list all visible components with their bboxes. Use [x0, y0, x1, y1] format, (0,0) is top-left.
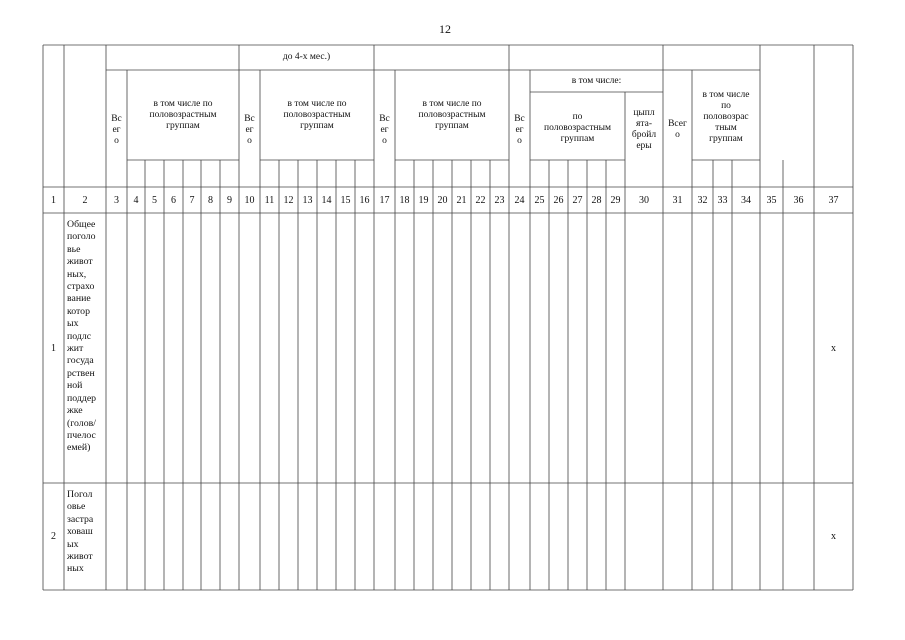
header-group-18-23: в том числе по половозрастным группам	[418, 98, 486, 131]
column-number: 13	[302, 194, 313, 206]
column-number: 2	[82, 194, 88, 206]
header-vsego-10: Вс ег о	[244, 113, 255, 146]
header-v-tom-chisle: в том числе:	[571, 75, 622, 86]
column-number: 33	[717, 194, 728, 206]
column-number: 31	[672, 194, 683, 206]
row-col37-value: х	[831, 342, 836, 354]
row-number: 1	[51, 342, 56, 354]
header-vsego-3: Вс ег о	[111, 113, 122, 146]
column-number: 28	[591, 194, 602, 206]
column-number: 37	[828, 194, 839, 206]
column-number: 16	[359, 194, 370, 206]
header-group-32-34: в том числе по половозрас тным группам	[702, 89, 750, 144]
column-number: 8	[208, 194, 213, 206]
column-number: 21	[456, 194, 467, 206]
column-number: 17	[379, 194, 390, 206]
header-vsego-17: Вс ег о	[379, 113, 390, 146]
column-number: 23	[494, 194, 505, 206]
column-number: 27	[572, 194, 583, 206]
column-number: 26	[553, 194, 564, 206]
column-number: 18	[399, 194, 410, 206]
column-number: 12	[283, 194, 294, 206]
column-number: 20	[437, 194, 448, 206]
header-po-polovozrastnym: по половозрастным группам	[544, 111, 611, 144]
column-number: 3	[114, 194, 119, 206]
column-number: 4	[133, 194, 139, 206]
header-vsego-31: Всег о	[668, 119, 687, 140]
row-number: 2	[51, 531, 56, 542]
column-number: 15	[340, 194, 351, 206]
column-number: 34	[741, 194, 751, 206]
header-broilers: цыпл ята- бройл еры	[631, 108, 657, 151]
column-number: 36	[793, 194, 804, 206]
row-label: Общее поголо вье живот ных, страхо вание котор ых подлс жит госуда рствен ной поддер жке (голов/ пчелос емей)	[67, 219, 97, 454]
header-vsego-24: Вс ег о	[514, 113, 525, 146]
column-number: 5	[152, 194, 157, 206]
column-number: 32	[697, 194, 708, 206]
header-span-title: до 4-х мес.)	[282, 52, 331, 62]
column-number: 10	[244, 194, 255, 206]
page-number: 12	[439, 22, 451, 36]
column-number: 9	[227, 194, 232, 206]
column-number: 1	[51, 194, 56, 206]
column-number: 24	[514, 194, 525, 206]
column-number: 35	[766, 194, 777, 206]
column-number: 11	[264, 194, 275, 206]
column-number: 7	[189, 194, 195, 206]
row-label: Погол овье застра ховаш ых живот ных	[67, 489, 94, 575]
column-number: 6	[171, 194, 176, 206]
column-number: 14	[321, 194, 332, 206]
column-number: 25	[534, 194, 545, 206]
header-group-4-9: в том числе по половозрастным группам	[149, 98, 217, 131]
row-col37-value: х	[831, 531, 836, 542]
column-number: 30	[639, 194, 649, 206]
column-number: 29	[610, 194, 621, 206]
column-number: 22	[475, 194, 486, 206]
column-number: 19	[418, 194, 429, 206]
header-group-11-16: в том числе по половозрастным группам	[283, 98, 351, 131]
